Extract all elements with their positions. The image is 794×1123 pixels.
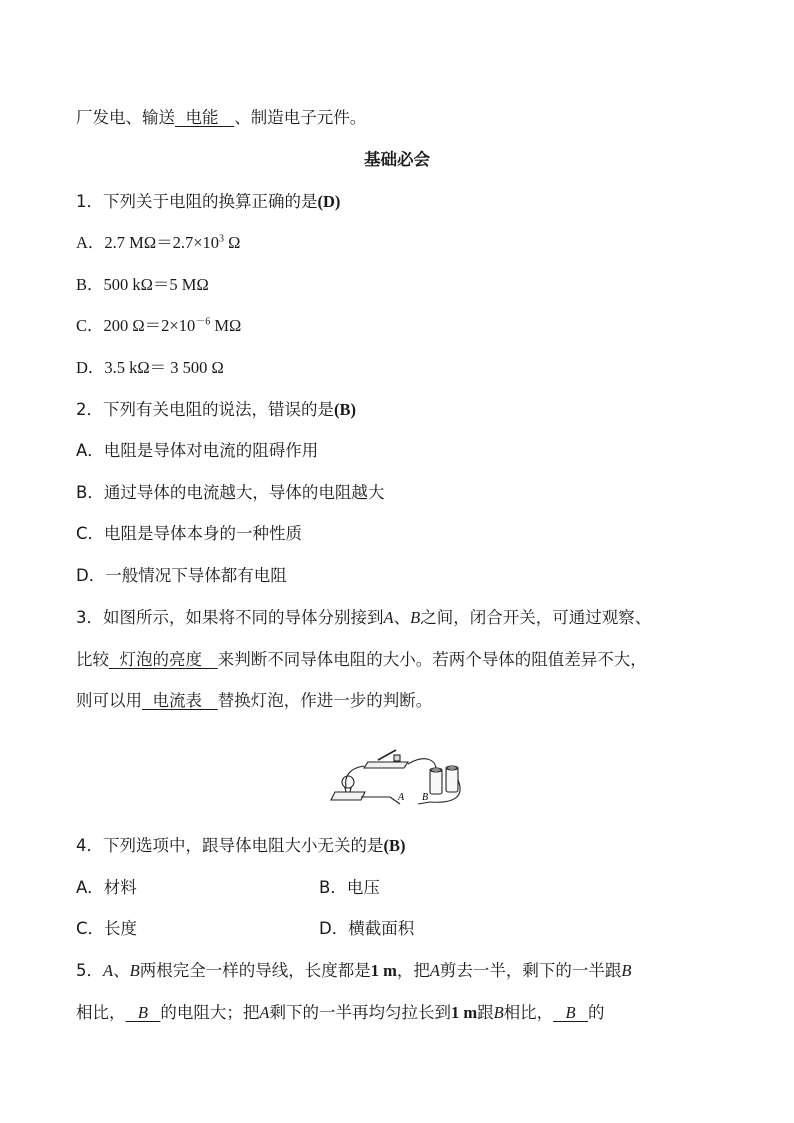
bulb-base	[345, 788, 351, 792]
switch-clip	[394, 755, 400, 761]
q4-options-row-2	[76, 917, 415, 941]
intro-line	[76, 106, 366, 130]
intro-text-post: 、制造电子元件。	[234, 108, 367, 127]
q2-answer: (B)	[334, 400, 356, 419]
q4-stem: 4．下列选项中，跟导体电阻大小无关的是(B)	[76, 836, 406, 855]
section-title: 基础必会	[364, 150, 430, 169]
q2-option-a: A．电阻是导体对电流的阻碍作用	[76, 441, 319, 460]
q1-answer: (D)	[317, 192, 341, 211]
intro-text-pre: 厂发电、输送	[76, 108, 175, 127]
bulb-holder	[331, 792, 365, 800]
q5-blank-2: B	[565, 1003, 576, 1022]
q4-option-a: A．材料	[76, 878, 137, 897]
q5-line-2: 相比， B 的电阻大；把A剩下的一半再均匀拉长到1 m跟B相比， B 的	[76, 1003, 605, 1022]
switch-base	[364, 762, 408, 768]
battery-1	[430, 770, 442, 794]
label-b: B	[422, 792, 429, 803]
switch-lever	[378, 750, 396, 760]
circuit-diagram	[330, 742, 475, 810]
q4-option-d: D．横截面积	[319, 919, 415, 938]
q4-answer: (B)	[383, 836, 406, 855]
q2-option-b: B．通过导体的电流越大，导体的电阻越大	[76, 483, 385, 502]
q4-option-c: C．长度	[76, 919, 138, 938]
q1-option-b: B．500 kΩ＝5 MΩ	[76, 275, 209, 294]
q1-option-a: A．2.7 $M\Omega=2.7\times 10^3$ Ω	[76, 233, 241, 252]
label-a: A	[398, 792, 405, 803]
wire-2	[408, 759, 436, 768]
battery-2	[446, 768, 458, 792]
q1-stem: 1．下列关于电阻的换算正确的是(D)	[76, 192, 341, 211]
q3-line-3: 则可以用 电流表 替换灯泡，作进一步的判断。	[76, 691, 433, 710]
q1-option-c: C．200 $\Omega=2\times 10^{-6}$ MΩ	[76, 316, 242, 335]
q3-blank-2: 电流表	[152, 691, 202, 710]
q4-option-b: B．电压	[319, 878, 380, 897]
q1-option-d: D．3.5 kΩ＝ 3 500 Ω	[76, 358, 224, 377]
q3-line-2: 比较 灯泡的亮度 来判断不同导体电阻的大小。若两个导体的阻值差异不大，	[76, 650, 647, 669]
q2-stem: 2．下列有关电阻的说法，错误的是(B)	[76, 400, 356, 419]
q5-line-1: 5．A、B两根完全一样的导线，长度都是1 m，把A剪去一半，剩下的一半跟B	[76, 961, 632, 980]
q5-blank-1: B	[137, 1003, 148, 1022]
q3-line-1: 3．如图所示，如果将不同的导体分别接到A、B之间，闭合开关，可通过观察、	[76, 608, 652, 627]
q2-option-d: D．一般情况下导体都有电阻	[76, 566, 287, 585]
intro-blank: 电能	[185, 108, 219, 127]
bulb	[342, 776, 354, 788]
q4-options-row-1	[76, 876, 380, 900]
q2-option-c: C．电阻是导体本身的一种性质	[76, 524, 303, 543]
q3-blank-1: 灯泡的亮度	[119, 650, 202, 669]
